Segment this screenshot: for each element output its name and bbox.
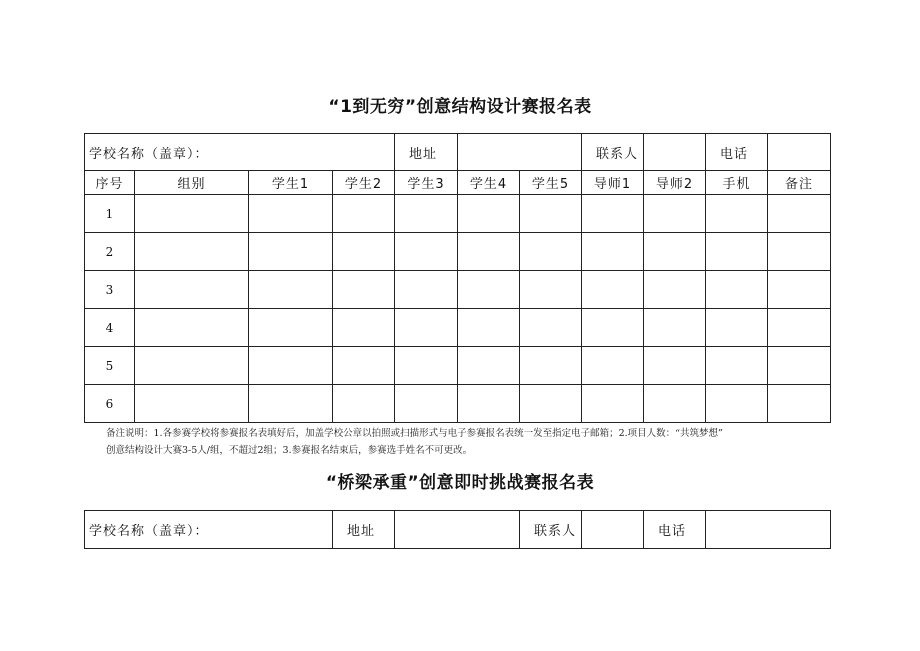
table-cell[interactable] [520,309,582,347]
address-field[interactable] [395,511,520,549]
table-row [85,233,831,271]
table-cell[interactable] [249,271,333,309]
table-cell[interactable] [333,233,395,271]
table-cell[interactable] [135,233,249,271]
table-cell[interactable] [582,309,644,347]
contact-label: 联系人 [582,134,644,171]
table-cell[interactable] [582,271,644,309]
table-cell[interactable] [249,309,333,347]
table-cell[interactable] [249,195,333,233]
table-cell[interactable] [520,195,582,233]
address-label: 地址 [395,134,458,171]
table-cell[interactable] [768,271,831,309]
table-cell[interactable] [706,309,768,347]
table-cell[interactable] [520,385,582,423]
column-header: 学生3 [395,171,458,195]
table-cell[interactable] [333,347,395,385]
table-cell[interactable] [520,271,582,309]
table-row [85,309,831,347]
row-number: 2 [85,233,135,271]
form-title-1: “1到无穷”创意结构设计赛报名表 [328,97,592,117]
table-cell[interactable] [520,233,582,271]
column-header: 学生4 [458,171,520,195]
table-cell[interactable] [644,309,706,347]
table-cell[interactable] [458,271,520,309]
table-row [85,271,831,309]
table-cell[interactable] [395,347,458,385]
table-cell[interactable] [644,195,706,233]
table-cell[interactable] [333,309,395,347]
table-cell[interactable] [458,385,520,423]
table-cell[interactable] [135,309,249,347]
table-cell[interactable] [458,347,520,385]
column-header: 学生1 [249,171,333,195]
phone-label: 电话 [706,134,768,171]
contact-field[interactable] [582,511,644,549]
contact-label: 联系人 [520,511,582,549]
school-name-label: 学校名称（盖章）： [85,511,333,549]
table-row [85,195,831,233]
table-row [85,347,831,385]
table-cell[interactable] [582,347,644,385]
column-header: 备注 [768,171,831,195]
table-cell[interactable] [644,347,706,385]
table-cell[interactable] [768,385,831,423]
table-cell[interactable] [768,195,831,233]
table-cell[interactable] [582,195,644,233]
table-cell[interactable] [395,195,458,233]
remarks-line-1: 备注说明：1.各参赛学校将参赛报名表填好后，加盖学校公章以拍照或扫描形式与电子参赛报名表统一发至指定电子邮箱；2.项目人数：“共筑梦想” [106,428,723,439]
table-cell[interactable] [333,195,395,233]
column-header: 学生5 [520,171,582,195]
table-cell[interactable] [249,233,333,271]
form-title-2: “桥梁承重”创意即时挑战赛报名表 [325,473,595,493]
table-row [85,385,831,423]
table-cell[interactable] [395,271,458,309]
contact-field[interactable] [644,134,706,171]
phone-field[interactable] [706,511,831,549]
table-cell[interactable] [249,385,333,423]
table-cell[interactable] [249,347,333,385]
column-header: 学生2 [333,171,395,195]
remarks-line-2: 创意结构设计大赛3-5人/组，不超过2组；3.参赛报名结束后，参赛选手姓名不可更改。 [106,445,473,456]
column-header: 导师1 [582,171,644,195]
table-cell[interactable] [135,385,249,423]
column-header-row [85,171,831,195]
table-cell[interactable] [135,347,249,385]
table-cell[interactable] [395,233,458,271]
row-number: 4 [85,309,135,347]
table-cell[interactable] [333,271,395,309]
table-cell[interactable] [644,385,706,423]
table-cell[interactable] [644,233,706,271]
school-name-label: 学校名称（盖章）： [85,134,395,171]
table-cell[interactable] [582,233,644,271]
table-cell[interactable] [333,385,395,423]
table-cell[interactable] [520,347,582,385]
address-field[interactable] [458,134,582,171]
column-header: 手机 [706,171,768,195]
address-label: 地址 [333,511,395,549]
table-body [85,195,831,423]
table-cell[interactable] [706,385,768,423]
table-cell[interactable] [644,271,706,309]
table-cell[interactable] [458,309,520,347]
phone-field[interactable] [768,134,831,171]
table-cell[interactable] [706,195,768,233]
table-cell[interactable] [458,233,520,271]
table-cell[interactable] [768,233,831,271]
table-cell[interactable] [395,309,458,347]
table-cell[interactable] [458,195,520,233]
row-number: 1 [85,195,135,233]
table-cell[interactable] [768,347,831,385]
table-cell[interactable] [135,195,249,233]
table-cell[interactable] [706,347,768,385]
column-header: 序号 [85,171,135,195]
column-header: 导师2 [644,171,706,195]
phone-label: 电话 [644,511,706,549]
row-number: 6 [85,385,135,423]
column-header: 组别 [135,171,249,195]
table-cell[interactable] [706,271,768,309]
remarks-note [106,425,836,459]
table-cell[interactable] [135,271,249,309]
table-cell[interactable] [768,309,831,347]
table-cell[interactable] [395,385,458,423]
registration-table-2 [84,510,831,549]
registration-table-1 [84,133,831,423]
row-number: 5 [85,347,135,385]
table-cell[interactable] [706,233,768,271]
table-cell[interactable] [582,385,644,423]
row-number: 3 [85,271,135,309]
